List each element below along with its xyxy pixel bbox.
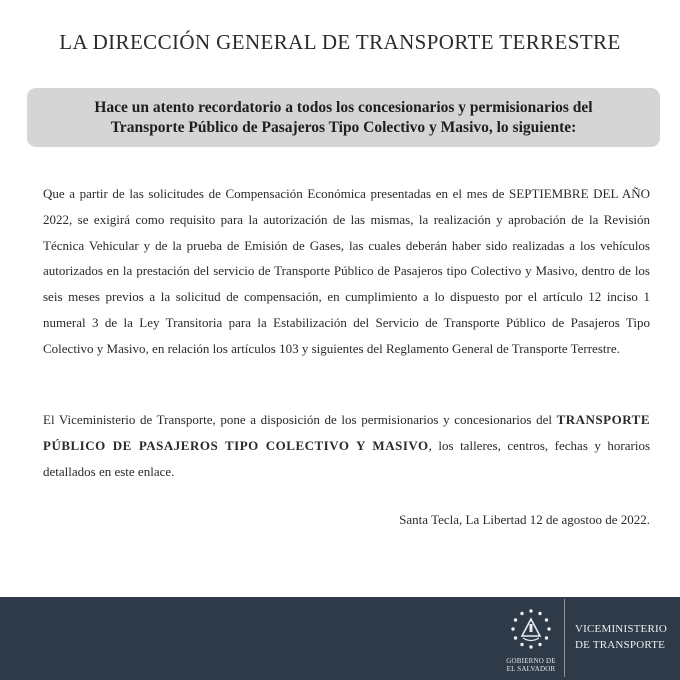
- notice-line-1: Hace un atento recordatorio a todos los concesionarios y permisionarios del: [94, 99, 593, 116]
- viceministerio-label: [575, 621, 667, 653]
- paragraph-2-start: El Viceministerio de Transporte, pone a disposición de los permisionarios y concesionarios del: [43, 412, 557, 427]
- viceministerio-line-1: VICEMINISTERIO: [575, 623, 668, 635]
- footer-divider: [564, 599, 565, 677]
- gobierno-label: [494, 657, 568, 673]
- signoff-date: Santa Tecla, La Libertad 12 de agostoo de 2022.: [399, 512, 650, 527]
- notice-box: [27, 88, 660, 147]
- paragraph-2-end: , los talleres, centros, fechas y horarios detallados en este enlace.: [43, 437, 651, 479]
- notice-line-2: Transporte Público de Pasajeros Tipo Colectivo y Masivo, lo siguiente:: [110, 119, 577, 136]
- viceministerio-line-2: DE TRANSPORTE: [575, 639, 666, 651]
- page-title: LA DIRECCIÓN GENERAL DE TRANSPORTE TERRESTRE: [59, 30, 621, 54]
- gobierno-line-2: EL SALVADOR: [506, 665, 556, 673]
- paragraph-2-bold: TRANSPORTE PÚBLICO DE PASAJEROS TIPO COLECTIVO Y MASIVO: [43, 412, 650, 453]
- el-salvador-coat-of-arms-icon: [504, 604, 558, 658]
- body-paragraph-2: [43, 407, 650, 484]
- gobierno-line-1: GOBIERNO DE: [506, 657, 556, 665]
- body-paragraph-1: Que a partir de las solicitudes de Compensación Económica presentadas en el mes de SEPTIEMBRE DEL AÑO 2022, se exigirá como requisito para la autorización de las mismas, la realización y aprobación de la Revisión Técnica Vehicular y de la prueba de Emisión de Gases, las cuales deberán haber sido realizadas a los vehículos autorizados en la prestación del servicio de Transporte Público de Pasajeros tipo Colectivo y Masivo, dentro de los seis meses previos a la solicitud de compensación, en cumplimiento a lo dispuesto por el artículo 12 inciso 1 numeral 3 de la Ley Transitoria para la Estabilización del Servicio de Transporte Público de Pasajeros Tipo Colectivo y Masivo, en relación los artículos 103 y siguientes del Reglamento General de Transporte Terrestre.: [43, 186, 650, 356]
